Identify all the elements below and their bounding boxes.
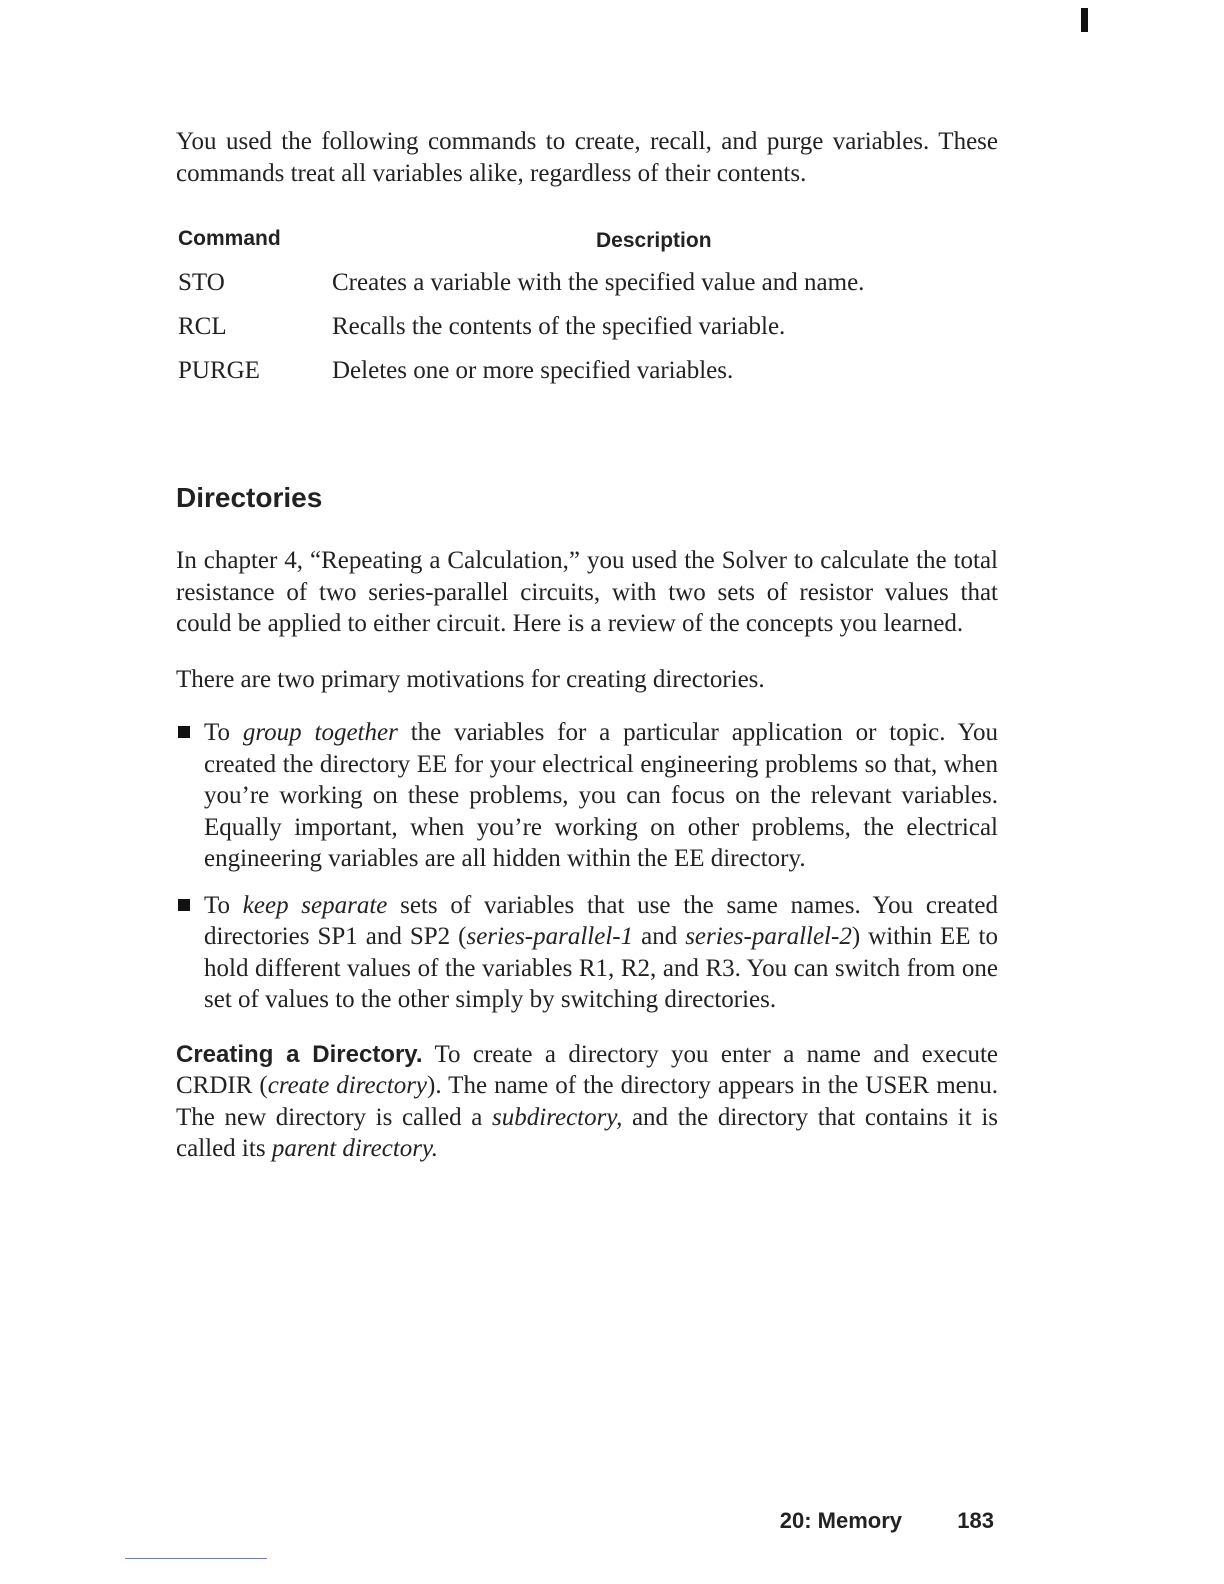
row-command: PURGE bbox=[178, 357, 260, 384]
creating-directory-paragraph: Creating a Directory. To create a directory you enter a name and execute CRDIR (create directory). The name of the directory appears in the USER menu. The new directory is called a subdirectory, and the directory that contains it is called its parent directory. bbox=[176, 1040, 999, 1162]
list-item: To keep separate sets of variables that use the same names. You created directories SP1 and SP2 (series-parallel-1 and series-parallel-2) within EE to hold different values of the variables R1, R2, and R3. You can switch from one set of values to the other simply by switching directories. bbox=[176, 890, 998, 1016]
table-row bbox=[176, 269, 998, 313]
page-number: 183 bbox=[957, 1508, 994, 1533]
bullet-square-icon bbox=[178, 899, 190, 911]
bottom-rule bbox=[125, 1558, 267, 1559]
command-table bbox=[176, 227, 998, 401]
page-top bbox=[176, 126, 998, 401]
page-edge-mark bbox=[1081, 8, 1088, 32]
row-description: Recalls the contents of the specified variable. bbox=[332, 313, 786, 340]
page-footer bbox=[700, 1508, 996, 1538]
motivation-list bbox=[176, 717, 998, 1016]
row-description: Deletes one or more specified variables. bbox=[332, 357, 734, 384]
bullet-square-icon bbox=[178, 726, 190, 738]
section-heading: Directories bbox=[176, 482, 323, 513]
table-header bbox=[176, 227, 998, 257]
review-paragraph: In chapter 4, “Repeating a Calculation,” you used the Solver to calculate the total resistance of two series-parallel circuits, with two sets of resistor values that could be applied to either circuit. Here is a review of the concepts you learned. bbox=[176, 547, 998, 637]
motivations-paragraph: There are two primary motivations for creating directories. bbox=[176, 665, 765, 693]
header-description: Description bbox=[596, 229, 712, 252]
row-command: STO bbox=[178, 269, 225, 296]
row-description: Creates a variable with the specified value and name. bbox=[332, 269, 865, 296]
footer-chapter: 20: Memory bbox=[779, 1508, 902, 1533]
run-in-heading: Creating a Directory. bbox=[176, 1040, 423, 1068]
list-item: To group together the variables for a particular application or topic. You created the directory EE for your electrical engineering problems so that, when you’re working on these problems, you can focus on the relevant variables. Equally important, when you’re working on other problems, the electrical engineering variables are all hidden within the EE directory. bbox=[176, 717, 998, 875]
row-command: RCL bbox=[178, 313, 227, 340]
header-command: Command bbox=[178, 227, 281, 250]
directories-section bbox=[176, 545, 998, 1165]
table-row bbox=[176, 313, 998, 357]
intro-paragraph: You used the following commands to create, recall, and purge variables. These commands treat all variables alike, regardless of their contents. bbox=[176, 128, 998, 187]
table-row bbox=[176, 357, 998, 401]
